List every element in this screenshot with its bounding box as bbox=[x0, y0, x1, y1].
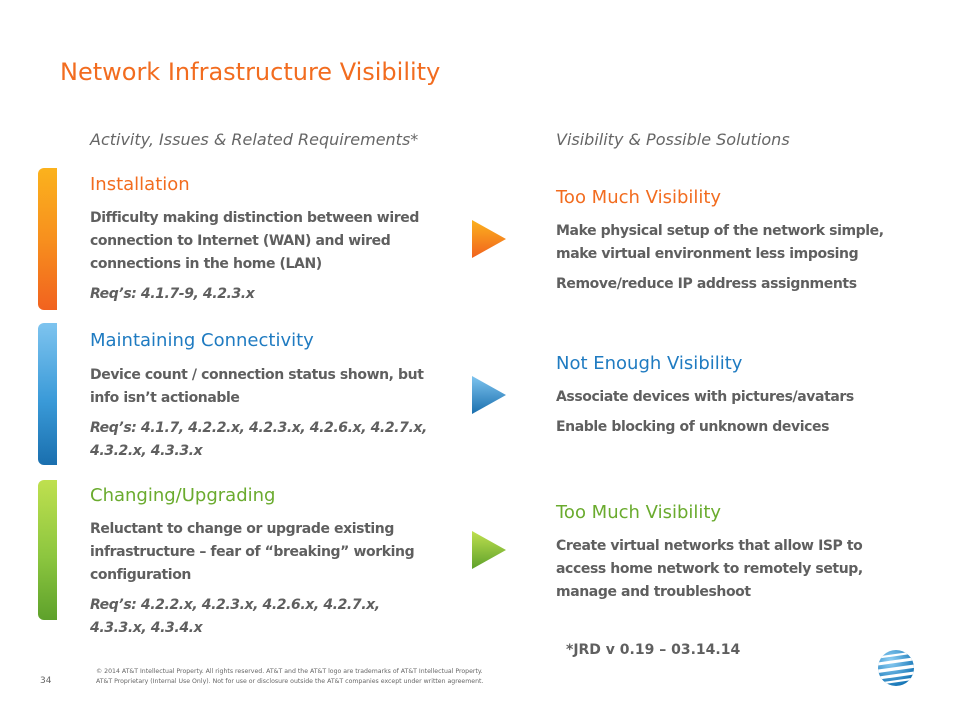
solution-line: Enable blocking of unknown devices bbox=[556, 419, 830, 435]
upgrading-requirements bbox=[90, 594, 380, 640]
solution-line: Remove/reduce IP address assignments bbox=[556, 276, 857, 292]
description-line: Difficulty making distinction between wired bbox=[90, 210, 419, 226]
connectivity-description bbox=[90, 364, 450, 410]
description-line: connections in the home (LAN) bbox=[90, 256, 322, 272]
description-line: Device count / connection status shown, but bbox=[90, 367, 424, 383]
requirements-line: Req’s: 4.1.7-9, 4.2.3.x bbox=[90, 286, 255, 302]
description-line: infrastructure – fear of “breaking” working bbox=[90, 544, 415, 560]
installation-solution-2 bbox=[556, 273, 916, 296]
upgrading-solution-1 bbox=[556, 535, 916, 604]
requirements-line: Req’s: 4.2.2.x, 4.2.3.x, 4.2.6.x, 4.2.7.x, bbox=[90, 597, 380, 613]
solution-line: Make physical setup of the network simple, bbox=[556, 223, 884, 239]
upgrading-description bbox=[90, 518, 450, 587]
upgrading-solution-title: Too Much Visibility bbox=[556, 502, 722, 523]
connectivity-solution-1 bbox=[556, 386, 916, 409]
installation-solution-1 bbox=[556, 220, 916, 266]
blue-arrow-icon bbox=[472, 376, 506, 414]
description-line: configuration bbox=[90, 567, 191, 583]
green-arrow-icon bbox=[472, 531, 506, 569]
legal-notice bbox=[96, 667, 483, 687]
legal-line: AT&T Proprietary (Internal Use Only). Not for use or disclosure outside the AT&T companies except under written agreement. bbox=[96, 678, 484, 685]
jrd-footnote: *JRD v 0.19 – 03.14.14 bbox=[566, 642, 741, 658]
installation-description bbox=[90, 207, 450, 276]
connectivity-solution-2 bbox=[556, 416, 916, 439]
installation-title: Installation bbox=[90, 174, 190, 195]
page-title: Network Infrastructure Visibility bbox=[60, 58, 441, 86]
connectivity-accent-bar bbox=[38, 323, 57, 465]
description-line: info isn’t actionable bbox=[90, 390, 240, 406]
page-number: 34 bbox=[40, 676, 52, 686]
att-logo-icon bbox=[876, 648, 916, 692]
solution-line: access home network to remotely setup, bbox=[556, 561, 863, 577]
connectivity-solution-title: Not Enough Visibility bbox=[556, 353, 743, 374]
upgrading-title: Changing/Upgrading bbox=[90, 485, 276, 506]
solution-line: Create virtual networks that allow ISP to bbox=[556, 538, 863, 554]
solution-line: Associate devices with pictures/avatars bbox=[556, 389, 854, 405]
description-line: Reluctant to change or upgrade existing bbox=[90, 521, 394, 537]
right-column-header: Visibility & Possible Solutions bbox=[556, 130, 790, 149]
legal-line: © 2014 AT&T Intellectual Property. All rights reserved. AT&T and the AT&T logo are trademarks of AT&T Intellectual Property. bbox=[96, 668, 483, 675]
connectivity-requirements bbox=[90, 417, 427, 463]
requirements-line: 4.3.3.x, 4.3.4.x bbox=[90, 620, 203, 636]
requirements-line: 4.3.2.x, 4.3.3.x bbox=[90, 443, 203, 459]
solution-line: manage and troubleshoot bbox=[556, 584, 751, 600]
upgrading-accent-bar bbox=[38, 480, 57, 620]
installation-requirements bbox=[90, 283, 254, 306]
installation-solution-title: Too Much Visibility bbox=[556, 187, 722, 208]
description-line: connection to Internet (WAN) and wired bbox=[90, 233, 391, 249]
left-column-header: Activity, Issues & Related Requirements* bbox=[90, 130, 419, 149]
connectivity-title: Maintaining Connectivity bbox=[90, 330, 314, 351]
solution-line: make virtual environment less imposing bbox=[556, 246, 859, 262]
installation-accent-bar bbox=[38, 168, 57, 310]
orange-arrow-icon bbox=[472, 220, 506, 258]
requirements-line: Req’s: 4.1.7, 4.2.2.x, 4.2.3.x, 4.2.6.x, 4.2.7.x, bbox=[90, 420, 427, 436]
